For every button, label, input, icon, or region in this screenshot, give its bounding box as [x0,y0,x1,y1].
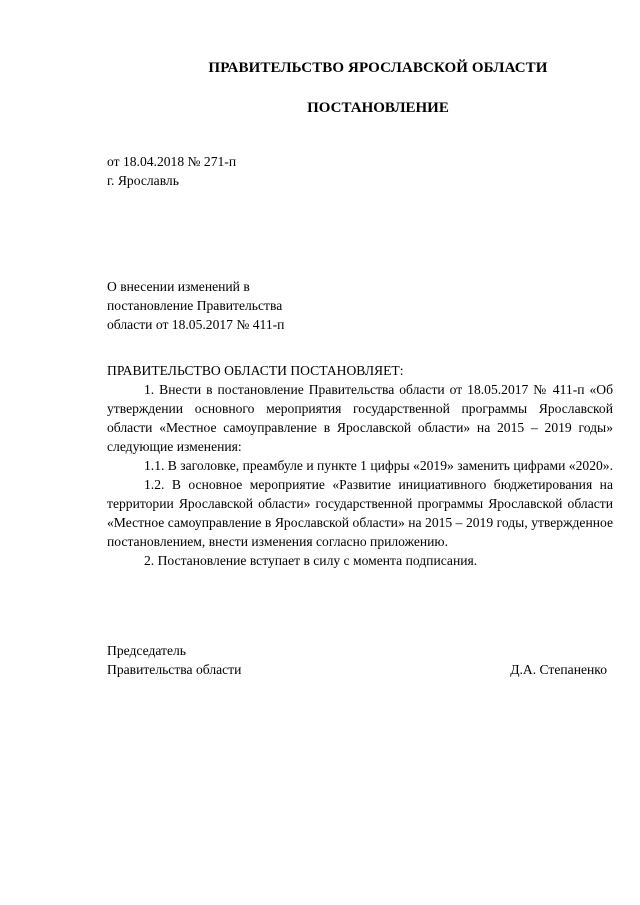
signer-position-line1: Председатель [107,643,186,658]
signature-row [107,660,607,679]
paragraph-1-1: 1.1. В заголовке, преамбуле и пункте 1 цифры «2019» заменить цифрами «2020». [144,458,613,473]
body-text [107,380,613,570]
resolves-heading: ПРАВИТЕЛЬСТВО ОБЛАСТИ ПОСТАНОВЛЯЕТ: [107,363,404,378]
subject-line: О внесении изменений в [107,279,250,294]
government-title: ПРАВИТЕЛЬСТВО ЯРОСЛАВСКОЙ ОБЛАСТИ [208,60,548,76]
signature-block [107,641,607,679]
paragraph-1: 1. Внести в постановление Правительства области от 18.05.2017 № 411-п «Об утверждении основного мероприятия государственной программы Ярославской области «Местное самоуправление в Ярославской области» на 2015 – 2019 годы» следующие изменения: [107,382,613,454]
paragraph-1-2: 1.2. В основное мероприятие «Развитие инициативного бюджетирования на территории Ярославской области» государственной программы Ярославской области «Местное самоуправление в Ярославской области» на 2015 – 2019 годы, утвержденное постановлением, внести изменения согласно приложению. [107,477,613,549]
city: г. Ярославль [107,173,179,188]
date-number: от 18.04.2018 № 271-п [107,154,237,169]
subject-block [107,277,347,334]
signer-name: Д.А. Степаненко [510,662,607,677]
signer-position-line2: Правительства области [107,662,242,677]
paragraph-2: 2. Постановление вступает в силу с момента подписания. [144,553,478,568]
subject-line: области от 18.05.2017 № 411-п [107,317,285,332]
document-type: ПОСТАНОВЛЕНИЕ [307,100,449,116]
subject-line: постановление Правительства [107,298,283,313]
